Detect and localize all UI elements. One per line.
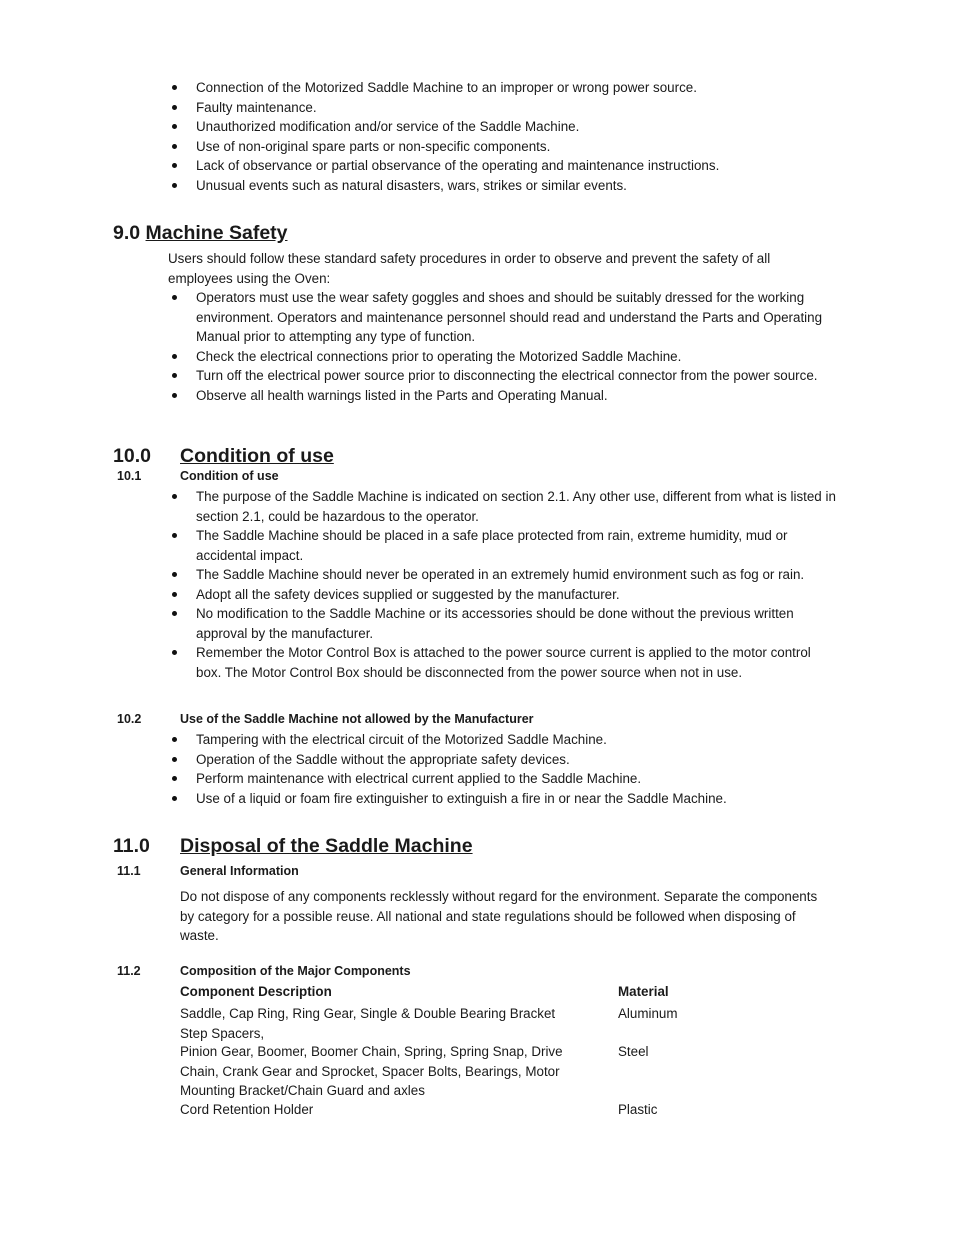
list-item: The Saddle Machine should never be operated in an extremely humid environment such as fog or rain. bbox=[196, 565, 836, 585]
list-item: Connection of the Motorized Saddle Machine to an improper or wrong power source. bbox=[196, 78, 856, 98]
section-11-title: Disposal of the Saddle Machine bbox=[180, 835, 473, 857]
table-row-material: Plastic bbox=[618, 1102, 658, 1117]
section-10-title: Condition of use bbox=[180, 445, 334, 467]
section-10-number: 10.0 bbox=[113, 445, 151, 467]
list-item: The purpose of the Saddle Machine is indicated on section 2.1. Any other use, different from what is listed in section 2.1, could be hazardous to the operator. bbox=[196, 487, 836, 526]
section-11-number: 11.0 bbox=[113, 835, 150, 857]
subsection-10-1-title: Condition of use bbox=[180, 469, 279, 483]
list-item: Faulty maintenance. bbox=[196, 98, 856, 118]
section-9-bullets bbox=[196, 288, 836, 405]
table-row-material: Steel bbox=[618, 1044, 649, 1059]
subsection-11-2-title: Composition of the Major Components bbox=[180, 964, 411, 978]
table-row-description: Pinion Gear, Boomer, Boomer Chain, Spring, Spring Snap, Drive Chain, Crank Gear and Sprocket, Spacer Bolts, Bearings, Motor Mounting Bracket/Chain Guard and axles bbox=[180, 1044, 563, 1098]
subsection-10-1-bullets bbox=[196, 487, 836, 682]
list-item: Check the electrical connections prior to operating the Motorized Saddle Machine. bbox=[196, 347, 836, 367]
list-item: Turn off the electrical power source prior to disconnecting the electrical connector from the power source. bbox=[196, 366, 836, 386]
subsection-10-2-number: 10.2 bbox=[117, 712, 142, 726]
top-bullet-list bbox=[196, 78, 856, 195]
list-item: Adopt all the safety devices supplied or suggested by the manufacturer. bbox=[196, 585, 836, 605]
section-9-heading bbox=[113, 221, 288, 245]
table-header-material: Material bbox=[618, 984, 669, 999]
section-title: Machine Safety bbox=[145, 222, 288, 244]
list-item: Observe all health warnings listed in the Parts and Operating Manual. bbox=[196, 386, 836, 406]
list-item: Operators must use the wear safety goggles and shoes and should be suitably dressed for the working environment. Operators and maintenance personnel should read and understand the Parts and Operating Manual prior to attempting any type of function. bbox=[196, 288, 836, 347]
list-item: Remember the Motor Control Box is attached to the power source current is applied to the motor control box. The Motor Control Box should be disconnected from the power source when not in use. bbox=[196, 643, 836, 682]
section-number: 9.0 bbox=[113, 222, 141, 244]
subsection-11-2-number: 11.2 bbox=[117, 964, 141, 978]
list-item: Perform maintenance with electrical current applied to the Saddle Machine. bbox=[196, 769, 836, 789]
list-item: Lack of observance or partial observance of the operating and maintenance instructions. bbox=[196, 156, 856, 176]
list-item: The Saddle Machine should be placed in a safe place protected from rain, extreme humidity, mud or accidental impact. bbox=[196, 526, 836, 565]
table-row-description: Cord Retention Holder bbox=[180, 1102, 314, 1117]
list-item: Tampering with the electrical circuit of the Motorized Saddle Machine. bbox=[196, 730, 836, 750]
subsection-10-1-number: 10.1 bbox=[117, 469, 142, 483]
subsection-10-2-bullets bbox=[196, 730, 836, 808]
list-item: Use of non-original spare parts or non-specific components. bbox=[196, 137, 856, 157]
table-row-material: Aluminum bbox=[618, 1006, 678, 1021]
list-item: Unauthorized modification and/or service of the Saddle Machine. bbox=[196, 117, 856, 137]
table-row-description: Saddle, Cap Ring, Ring Gear, Single & Double Bearing Bracket Step Spacers, bbox=[180, 1006, 556, 1041]
section-9-intro: Users should follow these standard safety procedures in order to observe and prevent the safety of all employees using the Oven: bbox=[168, 251, 771, 286]
subsection-11-1-text: Do not dispose of any components recklessly without regard for the environment. Separate the components by category for a possible reuse. All national and state regulations should be followed when disposing of waste. bbox=[180, 889, 818, 943]
list-item: Operation of the Saddle without the appropriate safety devices. bbox=[196, 750, 836, 770]
list-item: Unusual events such as natural disasters, wars, strikes or similar events. bbox=[196, 176, 856, 196]
list-item: Use of a liquid or foam fire extinguisher to extinguish a fire in or near the Saddle Machine. bbox=[196, 789, 836, 809]
subsection-11-1-title: General Information bbox=[180, 864, 299, 878]
subsection-10-2-title: Use of the Saddle Machine not allowed by the Manufacturer bbox=[180, 712, 534, 726]
list-item: No modification to the Saddle Machine or its accessories should be done without the previous written approval by the manufacturer. bbox=[196, 604, 836, 643]
subsection-11-1-number: 11.1 bbox=[117, 864, 141, 878]
table-header-description: Component Description bbox=[180, 984, 332, 999]
